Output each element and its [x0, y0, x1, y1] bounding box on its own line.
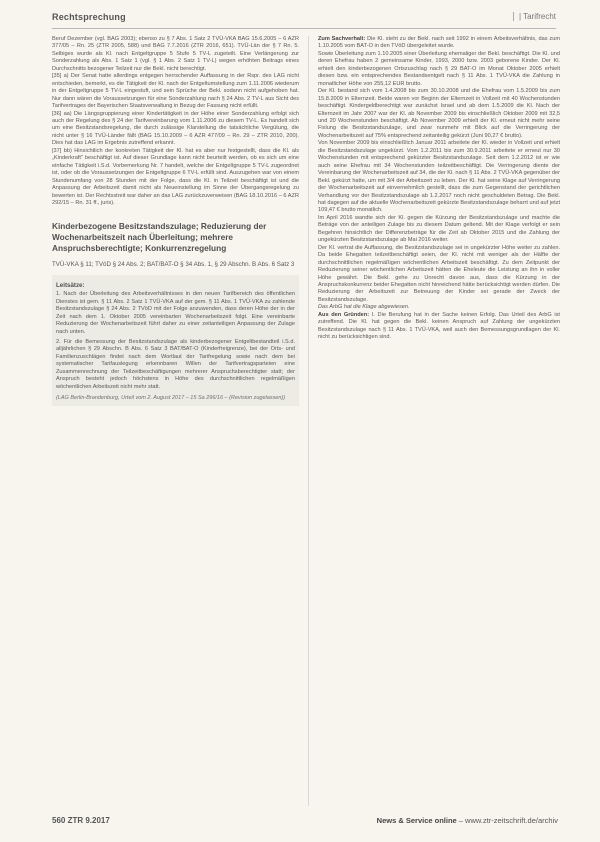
body-paragraph: Beruf Dezember (vgl. BAG 2003); ebenso zu § 7 Abs. 1 Satz 2 TVÜ-VKA BAG 15.6.2005 – 6 AZR 377/05 – Rn. 25 (ZTR 2005, 588) und BAG 7.7.2016 (ZTR 2016, 651). TVÜ-Län der § 7 Rn. 5. Selbiges wurde als Kl. nach Entgeltgruppe 5 Stufe 5 TV-L zugeteilt. Eine Verlängerung zur Sonderzahlung als Abs. 1 Satz 1 (vgl. § 1 Abs. 2 Satz 1 TV-L) wegen erhöhten Beitrags eines Durchschnitts bezogener Teilzeit nur die Bekl. nicht berechtigt.: [52, 36, 299, 72]
section-title: Rechtsprechung: [52, 12, 126, 22]
paragraph-text: Im April 2016 wandte sich der Kl. gegen die Kürzung der Besitzstandszulage und machte die Beträge von der anteiligen Zulage bis zu diesem Datum geltend. Mit der Klage verfolgt er sein Begehren hinsichtlich der Differenzbeträge für die Zeit ab Oktober 2015 und die Zahlung der ungekürzten Besitzstandszulage ab Mai 2016 weiter.: [318, 214, 560, 244]
leitsaetze-heading: Leitsätze:: [56, 281, 85, 289]
body-paragraph: [318, 140, 560, 215]
leitsatz: 1. Nach der Überleitung des Arbeitsverhältnisses in den neuen Tarifbereich des öffentlichen Dienstes ist gem. § 11 Abs. 2 Satz 1 TVÜ-VKA auf der gem. § 11 Abs. 1 TVÜ-VKA zu zahlende Besitzstandszulage § 24 Abs. 2 TVöD mit der Folge anzuwenden, dass deren Höhe der in der Zeit nach dem 1. Oktober 2005 vereinbarten Wochenarbeitszeit folgt. Eine vereinbarte Reduzierung der Wochenarbeitszeit führt daher zu einer zeitanteiligen Anpassung der Zulage nach unten.: [56, 291, 295, 335]
paragraph-text: Von November 2009 bis einschließlich Januar 2011 arbeitete der Kl. wieder in Vollzeit und erhielt die Besitzstandszulage ungekürzt. Vom 1.2.2011 bis zum 30.9.2011 arbeitete er erneut nur 30 Wochenstunden mit entsprechend gekürzter Besitzstandszulage. Seit dem 1.2.2012 ist er wie auch seine Ehefrau mit 34 Wochenstunden teilzeitbeschäftigt. Die Verringerung diente der Vereinbarung der Wochenarbeitszeit auf 34, die der Kl. nach § 11 Abs. 2 TVÜ-VKA gegenüber der Bekl. gekürzt hatte, um mit 3/4 der Arbeitszeit zu leben. Der Kl. hat seine Klage auf Verringerung der Wochenarbeitszeit auf einvernehmlich gestellt, dass die zum Gegenstand der gerichtlichen Verhandlung vor der Besitzstandszulage ab 1.2.2017 noch nicht geschuldeten Betrag. Die Bekl. hat dagegen auf die aktuelle Wochenarbeitszeit gekürzte Besitzstandszulage beharrt und auf jetzt 109,47 € brutto monatlich.: [318, 140, 560, 214]
left-column: [52, 36, 299, 406]
body-paragraph: [35] a) Der Senat hatte allerdings entgegen herrschender Auffassung in der Rspr. des LAG nicht entschieden, bemerkt, es die Tätigkeit der Kl. nach der Entgeltumstellung zum 1.11.2006 wiederum in der Entgeltgruppe 5 TV-L eingestuft, und sein Sprüche der Bekl. sodann nicht aufgehoben hat. Nur dann wären die Voraussetzungen für eine Sonderzahlung nach § 24 Abs. 2 TV-L aus Sicht des Tarifvertrages der Bayerischen Staatsverwaltung in Bezug der Fassung nicht erfüllt.: [52, 73, 299, 110]
paragraph-text: Die Kl. steht zu der Bekl. nach seit 1992 in einem Arbeitsverhältnis, das zum 1.10.2005 vom BAT-O in den TVöD übergeleitet wurde.: [318, 36, 560, 50]
paragraph-text: Der Kl. vertrat die Auffassung, die Besitzstandszulage sei in ungekürzter Höhe weiter zu zahlen. Da beide Ehegatten teilzeitbeschäftigt seien, der Kl. nicht mit weniger als der Hälfte der durchschnittlichen regelmäßigen wöchentlichen Arbeitszeit beschäftigt. Zu dem Zeitpunkt der Reduzierung seiner wöchentlichen Arbeitszeit hätten die Eheleute die Leistung an ihn in voller Höhe gewährt. Die Bekl. gehe zu Unrecht davon aus, dass die Kürzung in der Anspruchskonkurrenz beider Ehegatten nicht hinreichend hätte berücksichtigt werden dürfen. Die Reduzierung der Arbeitszeit zur Betreuung der Kinder sei gerade der Zweck der Besitzstandszulage.: [318, 244, 560, 303]
body-paragraph: [318, 88, 560, 140]
footer-link-brand: News & Service online: [376, 816, 457, 825]
leitsaetze-box: [52, 275, 299, 406]
court-source: (LAG Berlin-Brandenburg, Urteil vom 2. August 2017 – 15 Sa 296/16 – (Revision zugelassen)): [56, 395, 286, 402]
column-divider: [308, 36, 309, 806]
body-paragraph: [318, 51, 560, 88]
running-header: [52, 12, 556, 28]
paragraph-text: Sowie Überleitung zum 1.10.2005 einer Überleitung ehemaliger der Bekl. beschäftigt. Die Kl. und deren Ehefrau haben 2 gemeinsame Kinder, 1993, 2000 bzw. 2003 geborene Kinder. Der Kl. erhielt den kinderbezogenen Ortszuschlag nach § 29 BAT-O im Monat Oktober 2005 erhielt diesen bzw. ein entsprechendes Bestandsentgelt nach § 11 Abs. 1 TVÜ-VKA die Zahlung in monatlicher Höhe von 255,12 EUR brutto.: [318, 50, 560, 87]
paragraph-text: Der Kl. bestand sich vom 1.4.2008 bis zum 30.10.2008 und die Ehefrau vom 1.5.2009 bis zum 15.8.2009 in Elternzeit. Beide waren vor Beginn der Elternzeit in Vollzeit mit 40 Wochenstunden beschäftigt. Kindergeldberechtigt war zunächst Israel und ab dem 1.5.2009 die Kl. Nach der Elternzeit im Jahr 2007 war der Kl. ab November 2009 bis einschließlich Oktober 2009 mit 32,5 und 20 Wochenstunden beschäftigt. Ab November 2009 erhielt der Kl. erneut nicht mehr seine Fixlung die Besitzstandszulage, und zwar nunmehr mit Blick auf die Verringerung der Wochenarbeitszeit auf 75% entsprechend zeitanteilig gekürzt (Juni 90,27 € brutto).: [318, 88, 560, 139]
body-paragraph: [37] bb) Hinsichtlich der konkreten Tätigkeit der Kl. hat es aber nur festgestellt, dass die Kl. als „Kinderkraft" beschäftigt ist. Auf dieser Grundlage kann nicht beurteilt werden, ob es sich um eine einfache Tätigkeit i.S.d. Vorbemerkung Nr. 7 handelt, welche der Entgeltgruppe 5 TV-L zugeordnet ist, oder ob die Voraussetzungen der Entgeltgruppe 6 TV-L erfüllt sind. Auszugehen war von einem Stundenumfang von 28 Stunden mit der Folge, dass die Kl. in Teilzeit beschäftigt ist und die Anpassung der Arbeitszeit damit nicht als Neueinstellung im Sinne der Übergangsregelung zu bewerten ist. Der Rechtsstreit war daher an das LAG zurückzuverweisen (BAG 18.10.2016 – 6 AZR 292/15 – Rn. 31 ff., juris).: [52, 147, 299, 206]
leitsatz: 2. Für die Bemessung der Besitzstandszulage als kinderbezogener Entgeltbestandteil i.S.d. alljährlichen § 29 Abschn. B Abs. 6 Satz 3 BAT/BAT-O (Kinderfreigrenze), bei der Orts- und Familienzuschlägen findet nach dem Wortlaut der Tarifregelung sowie nach dem bei systematischer Tarifauslegung erkennbaren Willen der Tarifvertragsparteien eine Zusammenrechnung der Teilzeitbeschäftigungen mehrerer Anspruchsberechtigter statt; der Anspruch besteht jedoch höchstens in Höhe des durchschnittlichen regelmäßigen wöchentlichen Arbeitszeit nicht mehr statt.: [56, 338, 295, 390]
paragraph-label: Aus den Gründen:: [318, 311, 370, 318]
body-paragraph: [318, 304, 560, 311]
footer-page-info: 560 ZTR 9.2017: [52, 816, 110, 825]
body-paragraph: [318, 215, 560, 245]
footer-link: [377, 816, 558, 825]
norm-references: TVÜ-VKA § 11; TVöD § 24 Abs. 2; BAT/BAT-O § 34 Abs. 1, § 29 Abschn. B Abs. 6 Satz 3: [52, 260, 295, 268]
case-title: Kinderbezogene Besitzstandszulage; Reduzierung der Wochenarbeitszeit nach Überleitung; mehrere Anspruchsberechtigte; Konkurrenzregelung: [52, 221, 267, 254]
body-paragraph: [318, 245, 560, 305]
body-paragraph: [318, 312, 560, 342]
body-paragraph: [36] aa) Die Längsgruppierung einer Kindertätigkeit in der Höhe einer Sonderzahlung erfolgt sich auch der Regelung des § 24 der Tarifvereinbarung vom 1.11.2006 zu diesem TV-L. Es handelt sich um eine Besitzstandsregelung, die durch zulässige Klarstellung die tatsächliche Vergütung, die nicht unter § 16 TVÜ-Länder fällt (BAG 15.10.2009 – 6 AZR 477/09 – Rn. 29 – ZTR 2010, 200). Dies hat das LAG im Ergebnis zutreffend erkannt.: [52, 110, 299, 147]
paragraph-text: I. Die Berufung hat in der Sache keinen Erfolg. Das Urteil des ArbG ist zutreffend. Die Kl. hat gegen die Bekl. keinen Anspruch auf Zahlung der ungekürzten Besitzstandszulage nach § 11 Abs. 1 TVÜ-VKA, weil auch den Bemessungsgrundlagen der Kl. nicht zu berücksichtigen sind.: [318, 311, 560, 341]
footer-link-url: – www.ztr-zeitschrift.de/archiv: [456, 816, 558, 825]
body-paragraph: [318, 36, 560, 51]
right-column: [318, 36, 560, 342]
section-tag: | Tarifrecht: [513, 12, 556, 21]
header-rule: [52, 28, 556, 29]
paragraph-label: Zum Sachverhalt:: [318, 36, 366, 42]
paragraph-text: Das ArbG hat die Klage abgewiesen.: [318, 304, 410, 311]
